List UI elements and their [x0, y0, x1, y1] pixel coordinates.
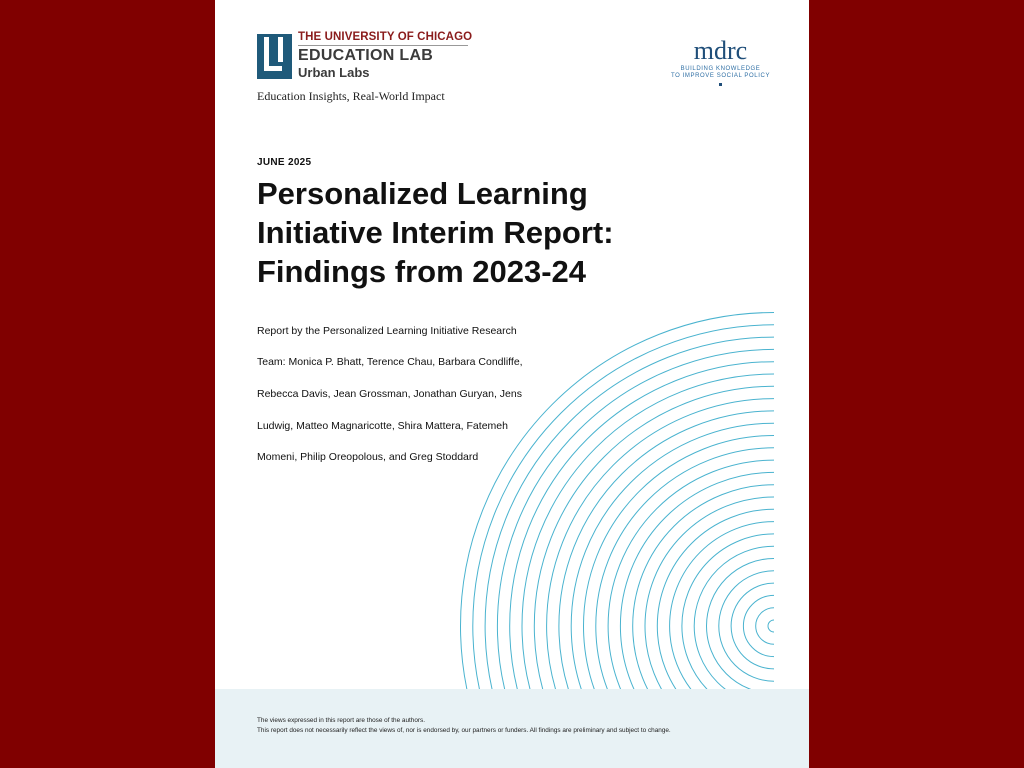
authors-line: Rebecca Davis, Jean Grossman, Jonathan Guryan, Jens	[257, 387, 522, 400]
arc-ring	[743, 595, 804, 656]
arc-ring	[719, 571, 809, 681]
authors-line: Momeni, Philip Oreopolous, and Greg Stoddard	[257, 451, 479, 464]
report-date: JUNE 2025	[257, 157, 312, 168]
mdrc-tagline-2: TO IMPROVE SOCIAL POLICY	[670, 73, 771, 79]
mdrc-tagline-1: BUILDING KNOWLEDGE	[680, 66, 761, 72]
authors-line: Ludwig, Matteo Magnaricotte, Shira Mattera, Fatemeh	[257, 419, 508, 432]
lab-tagline: Education Insights, Real-World Impact	[257, 89, 445, 103]
disclaimer-line-2: This report does not necessarily reflect the views of, nor is endorsed by, our partners or funders. All findings are preliminary and subject to change.	[257, 727, 671, 734]
arc-ring	[694, 546, 809, 706]
sublab-name: Urban Labs	[298, 65, 370, 80]
authors-line: Team: Monica P. Bhatt, Terence Chau, Barbara Condliffe,	[257, 356, 523, 369]
lab-name: EDUCATION LAB	[298, 47, 434, 64]
arc-ring	[756, 608, 793, 645]
university-name: THE UNIVERSITY OF CHICAGO	[298, 31, 473, 43]
report-cover	[215, 0, 809, 768]
disclaimer-footer	[215, 689, 809, 768]
mdrc-wordmark: mdrc	[693, 36, 748, 65]
arc-ring	[768, 620, 780, 632]
disclaimer-line-1: The views expressed in this report are those of the authors.	[257, 717, 426, 724]
title-line: Personalized Learning	[257, 176, 588, 211]
authors-line: Report by the Personalized Learning Initiative Research	[257, 324, 517, 337]
title-line: Findings from 2023-24	[257, 254, 587, 289]
arc-ring	[707, 559, 810, 694]
concentric-arcs-decoration	[215, 0, 809, 768]
title-line: Initiative Interim Report:	[257, 215, 614, 250]
